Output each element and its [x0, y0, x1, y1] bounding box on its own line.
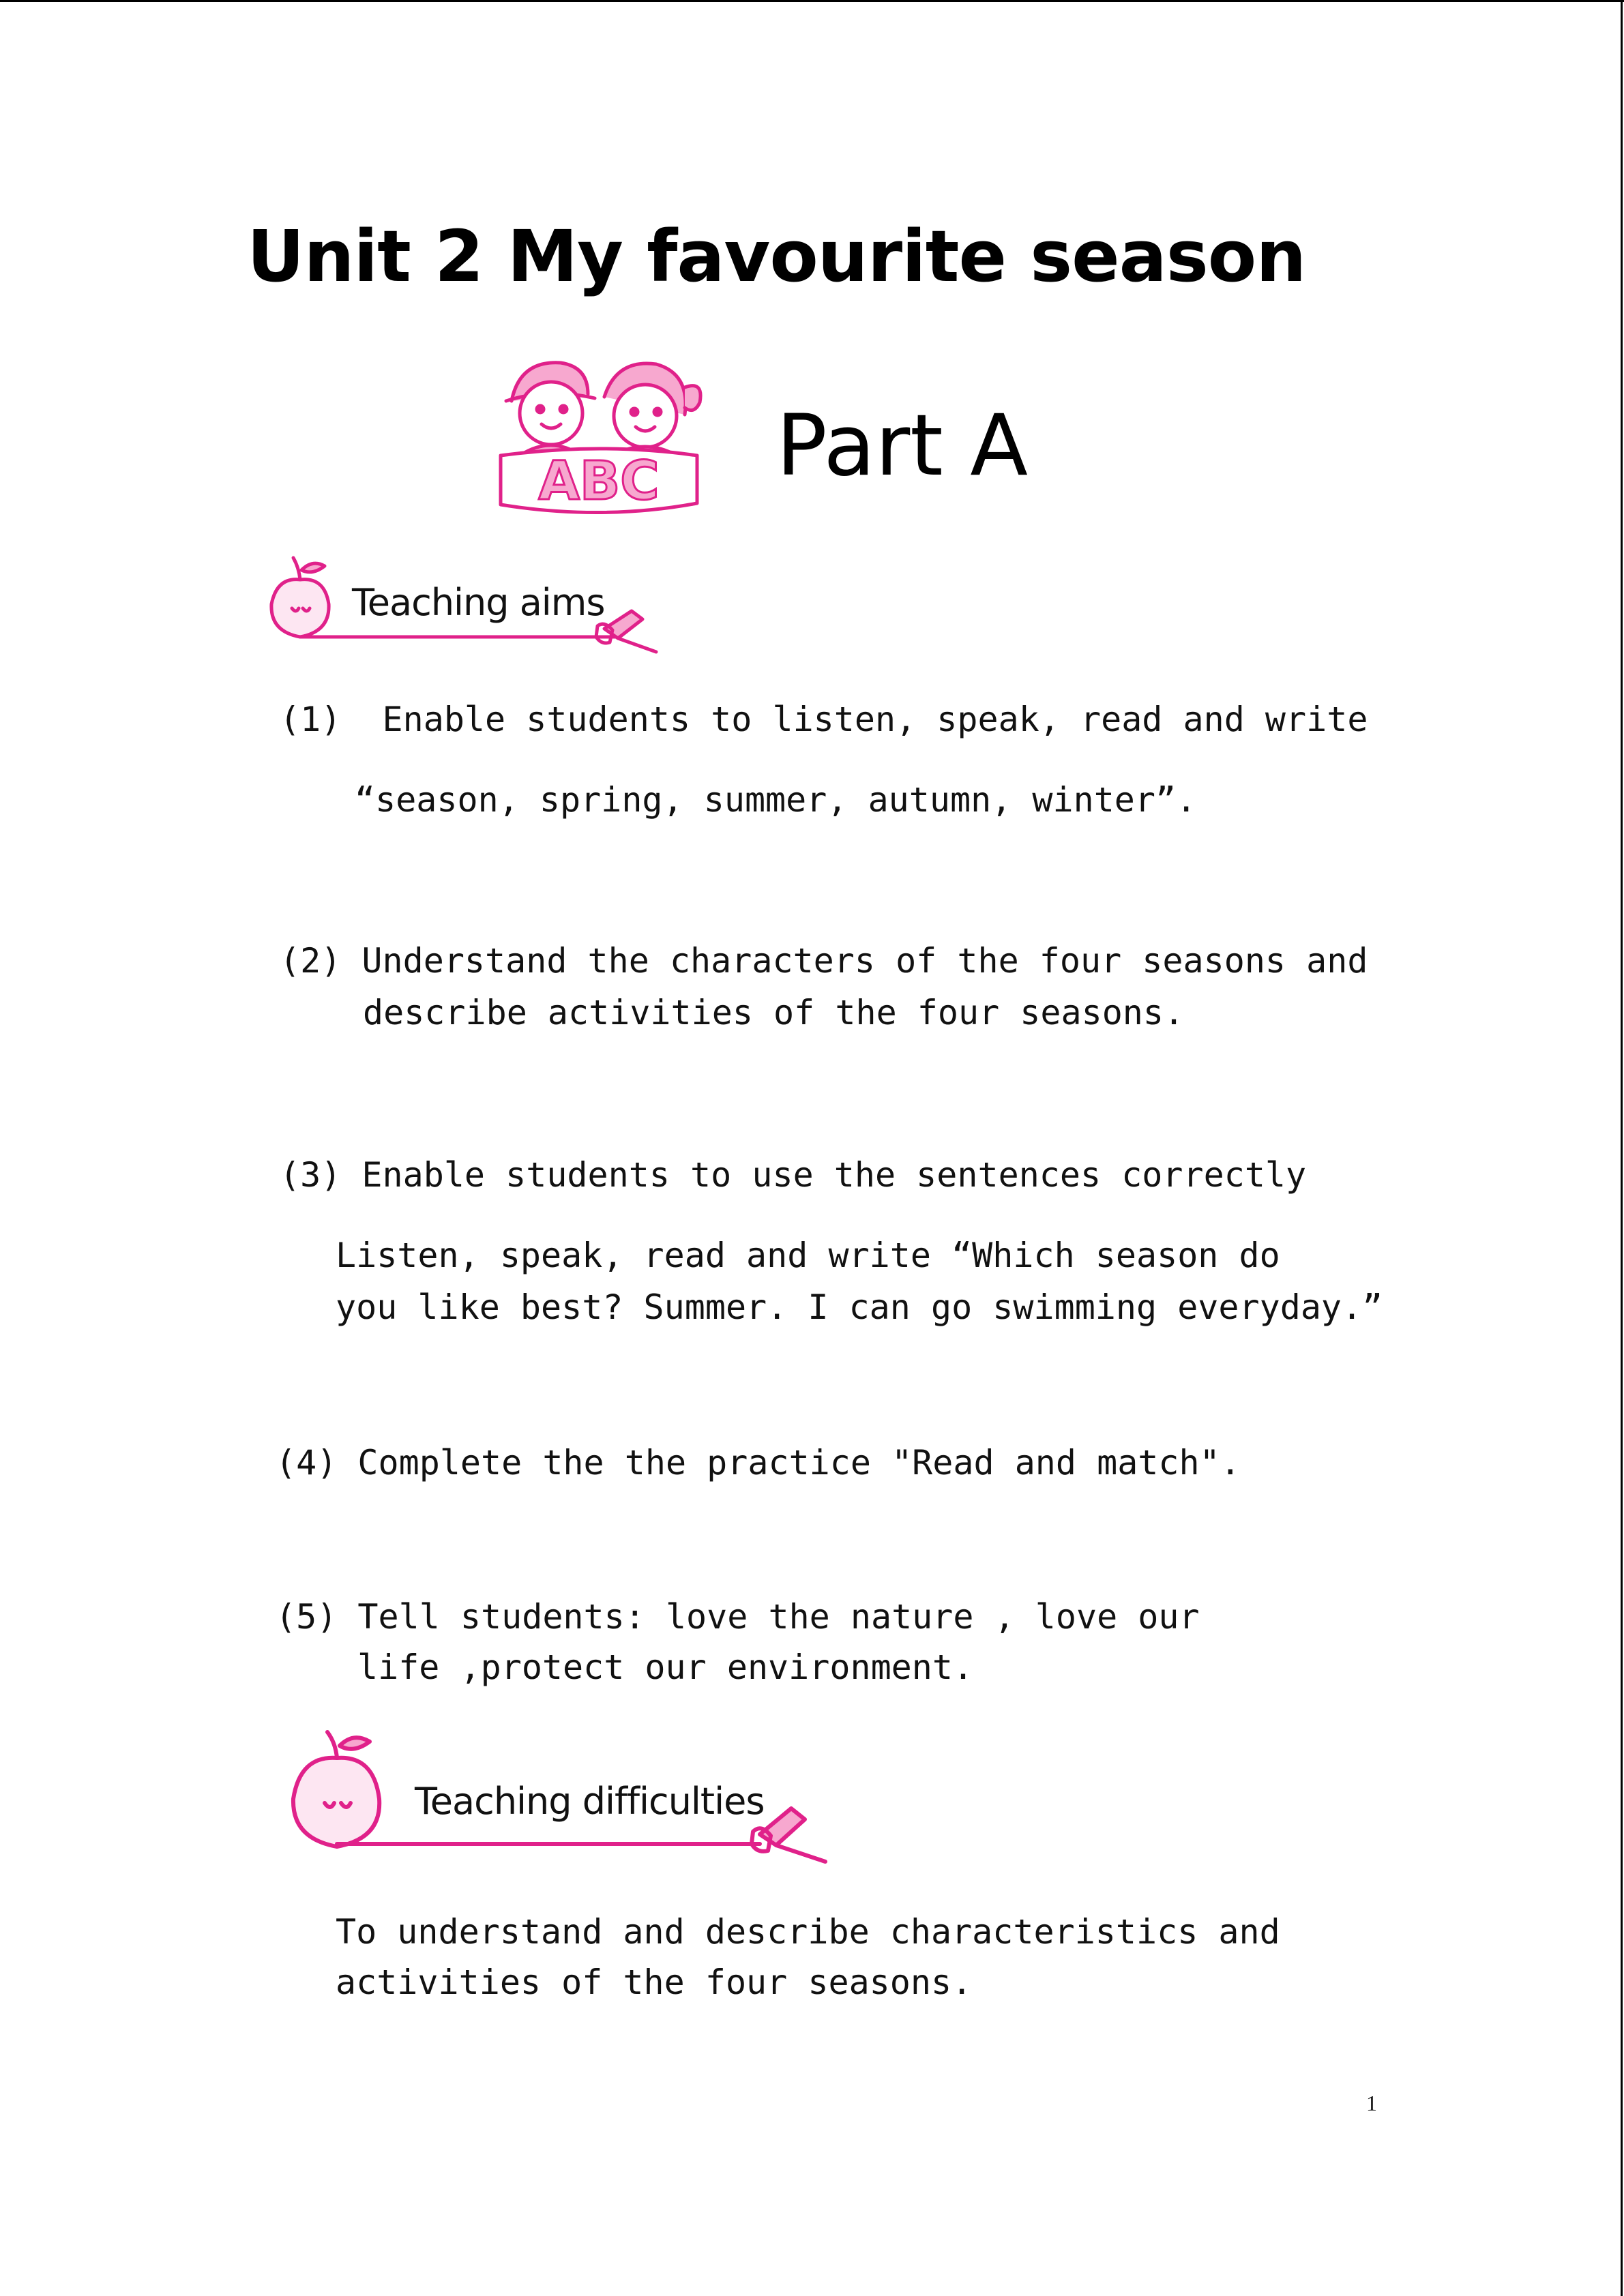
- difficulty-line-1: To understand and describe characteristics and: [336, 1912, 1280, 1952]
- logo-letters: ABC: [538, 451, 660, 512]
- teaching-aims-label: Teaching aims: [352, 581, 605, 624]
- aim-5-line-2: life ,protect our environment.: [357, 1648, 974, 1687]
- teaching-difficulties-header: [282, 1728, 832, 1867]
- teaching-difficulties-label: Teaching difficulties: [415, 1780, 765, 1823]
- page-number: 1: [1366, 2091, 1377, 2115]
- aim-1-line-2: “season, spring, summer, autumn, winter”.: [355, 780, 1197, 820]
- aim-2-line-1: (2) Understand the characters of the four seasons and: [280, 941, 1368, 981]
- page-title: Unit 2 My favourite season: [247, 215, 1306, 298]
- aim-3-line-2: Listen, speak, read and write “Which season do: [336, 1236, 1280, 1275]
- aim-4-line-1: (4) Complete the the practice "Read and match".: [276, 1443, 1241, 1482]
- aim-3-line-3: you like best? Summer. I can go swimming everyday.”: [336, 1287, 1383, 1327]
- teaching-aims-header: [263, 552, 662, 656]
- part-title: Part A: [776, 397, 1029, 495]
- aim-3-line-1: (3) Enable students to use the sentences correctly: [280, 1155, 1307, 1195]
- difficulty-line-2: activities of the four seasons.: [336, 1963, 973, 2002]
- page-border-top: [0, 0, 1624, 2]
- aim-1-line-1: (1) Enable students to listen, speak, read and write: [280, 700, 1368, 739]
- page-border-right: [1621, 0, 1623, 2296]
- kids-abc-logo: [492, 353, 705, 521]
- aim-5-line-1: (5) Tell students: love the nature , love our: [276, 1597, 1200, 1637]
- aim-2-line-2: describe activities of the four seasons.: [363, 993, 1185, 1032]
